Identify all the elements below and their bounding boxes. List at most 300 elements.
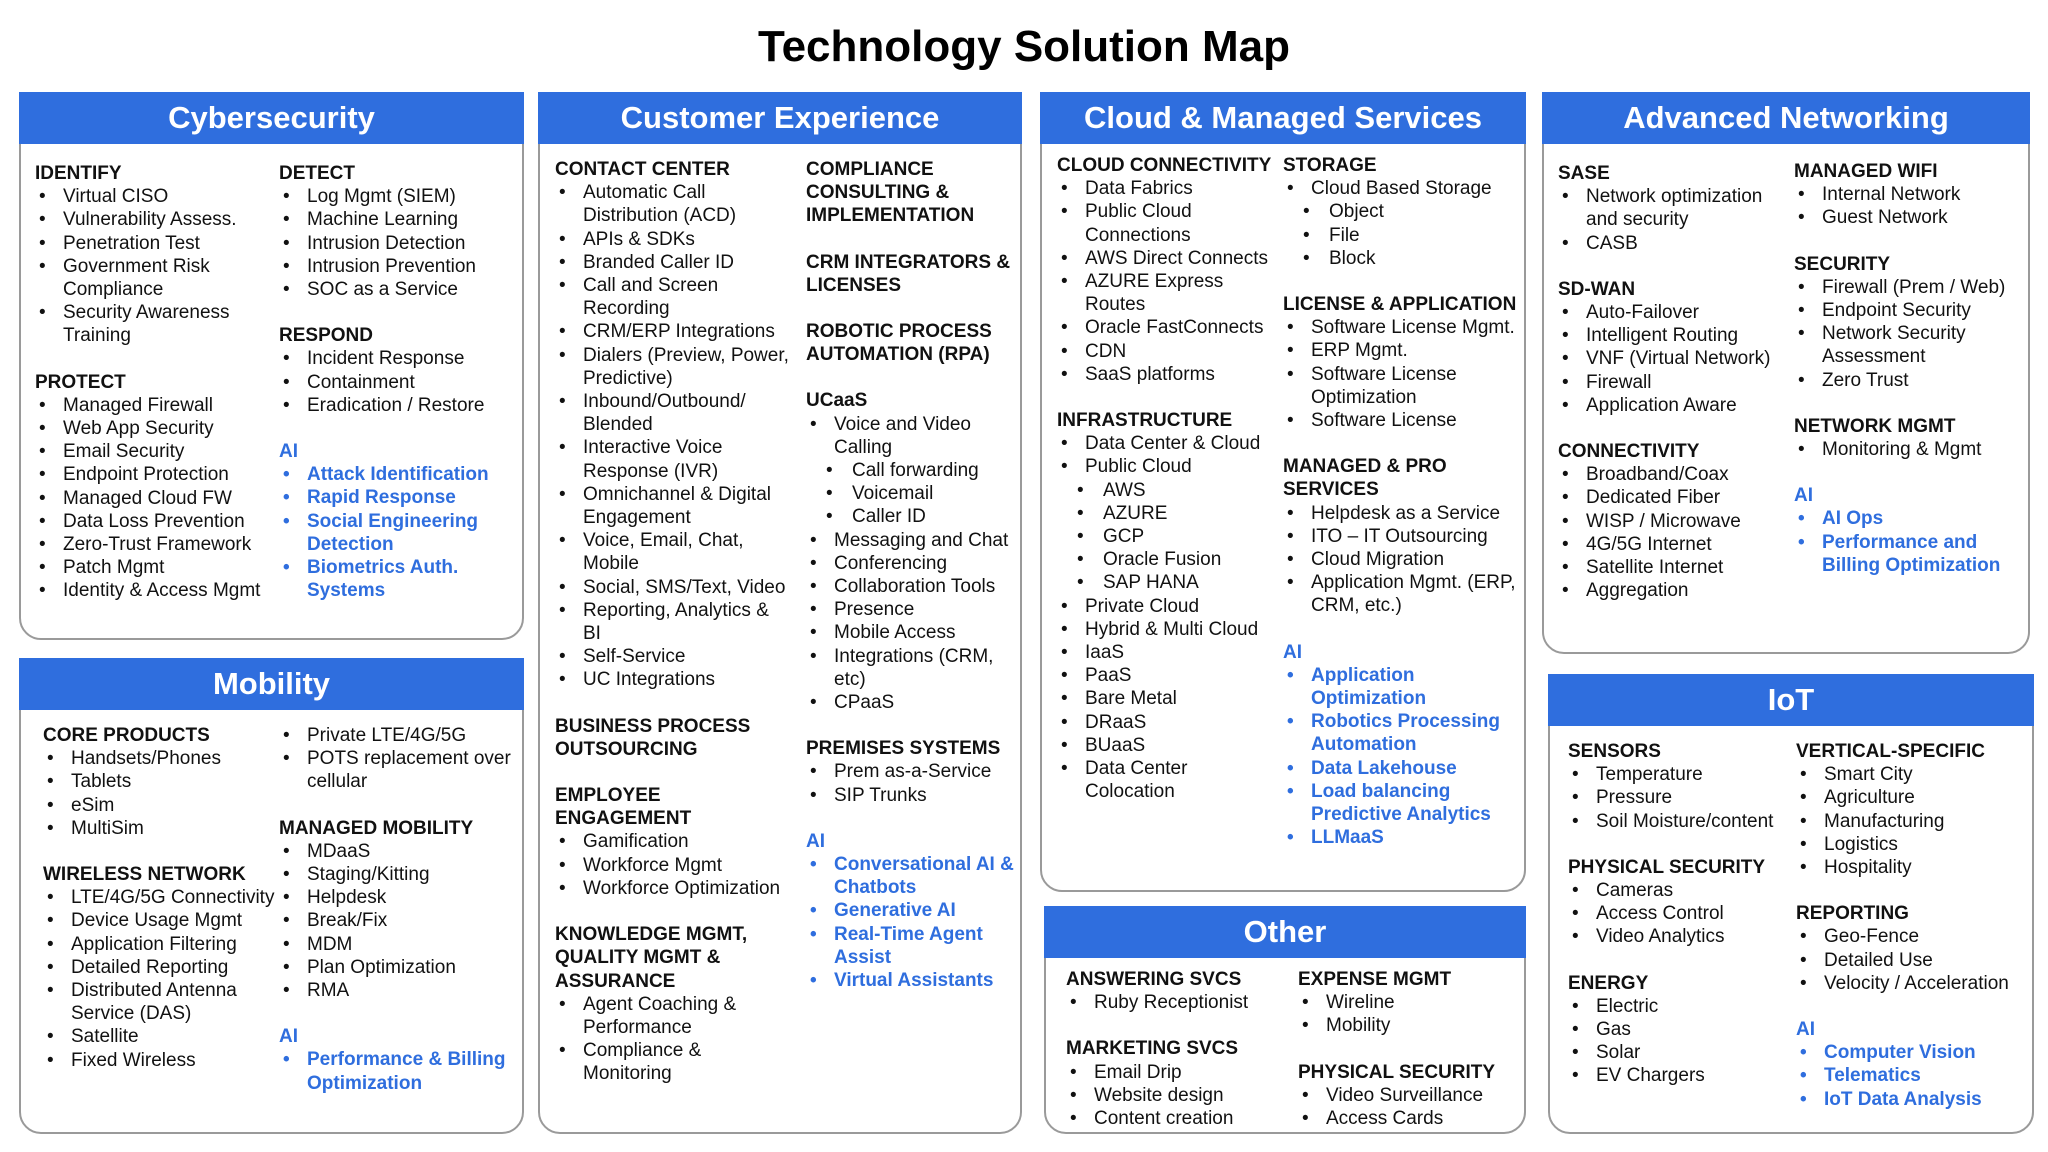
list-item-label: Load balancing xyxy=(1311,780,1451,802)
ai-list-item xyxy=(1283,757,1523,780)
panel-column xyxy=(43,724,283,1072)
section-list xyxy=(1283,664,1523,850)
section-spacer xyxy=(279,1002,519,1025)
list-item xyxy=(555,877,790,900)
ai-list-item xyxy=(279,463,519,486)
list-item xyxy=(1796,856,2030,879)
list-item xyxy=(1558,579,1788,602)
panel-column xyxy=(806,158,1018,992)
list-item xyxy=(555,390,790,436)
list-item-label: Identity & Access Mgmt xyxy=(63,580,261,602)
ai-list-item xyxy=(806,853,1018,899)
section-list xyxy=(279,347,519,417)
section-list xyxy=(555,993,790,1086)
section-heading: COMPLIANCE CONSULTING & IMPLEMENTATION xyxy=(806,159,975,227)
list-item-label: BUaaS xyxy=(1085,734,1146,756)
section-list xyxy=(1283,502,1523,618)
list-item xyxy=(1558,232,1788,255)
list-item xyxy=(1298,1014,1524,1037)
ai-list-item xyxy=(1283,826,1523,849)
list-item-label: ERP Mgmt. xyxy=(1311,340,1408,362)
list-item xyxy=(555,274,790,320)
list-item-label: Software License Mgmt. xyxy=(1311,317,1515,339)
list-item-label: Wireline xyxy=(1326,992,1395,1014)
list-item xyxy=(1558,185,1788,231)
list-item xyxy=(806,529,1018,552)
section-heading: MANAGED MOBILITY xyxy=(279,817,474,839)
list-item-label: AZURE xyxy=(1103,502,1168,524)
list-item-label: Workforce Mgmt xyxy=(583,854,723,876)
list-item xyxy=(555,645,790,668)
list-item-label: Satellite xyxy=(71,1026,139,1048)
list-item-label: Virtual Assistants xyxy=(834,970,994,992)
list-item xyxy=(35,301,275,347)
list-item xyxy=(555,599,790,645)
list-item-label: Agent Coaching & Performance xyxy=(583,993,737,1038)
list-item xyxy=(555,181,790,227)
list-item-label: Endpoint Security xyxy=(1822,300,1971,322)
section-heading: PHYSICAL SECURITY xyxy=(1298,1061,1496,1083)
list-item-label: CPaaS xyxy=(834,692,895,714)
section-heading: PREMISES SYSTEMS xyxy=(806,738,1001,760)
list-item xyxy=(1283,363,1523,409)
list-item-label: Software License xyxy=(1311,410,1457,432)
list-item-label: Oracle FastConnects xyxy=(1085,317,1264,339)
list-item xyxy=(1283,339,1523,362)
list-item-label: Application Aware xyxy=(1586,394,1737,416)
list-item-label: Rapid Response xyxy=(307,487,456,509)
list-item xyxy=(35,510,275,533)
list-item xyxy=(806,482,1018,505)
section-list xyxy=(1794,276,2028,392)
list-item xyxy=(35,394,275,417)
list-item-label: Private LTE/4G/5G xyxy=(307,725,467,746)
list-item xyxy=(279,232,519,255)
list-item-label: Access Control xyxy=(1596,903,1724,925)
section-spacer xyxy=(1558,255,1788,278)
list-item-label: Website design xyxy=(1094,1084,1224,1106)
list-item-label: Dedicated Fiber xyxy=(1586,487,1721,509)
list-item-label: Aggregation xyxy=(1586,580,1689,602)
list-item-label: Voice and Video Calling xyxy=(834,413,971,458)
list-item-label: Access Cards xyxy=(1326,1108,1444,1130)
list-item xyxy=(43,909,283,932)
panel-header: Cybersecurity xyxy=(19,92,524,144)
list-item-label: Messaging and Chat xyxy=(834,529,1009,551)
section-list xyxy=(1568,995,1790,1088)
list-item xyxy=(1057,455,1277,478)
list-item-label: Electric xyxy=(1596,995,1659,1017)
section-list xyxy=(1066,991,1288,1014)
panel-header: Other xyxy=(1044,906,1526,958)
list-item-label: Manufacturing xyxy=(1824,810,1945,832)
list-item xyxy=(1283,409,1523,432)
list-item xyxy=(279,840,519,863)
list-item xyxy=(279,747,519,793)
section-heading: CONTACT CENTER xyxy=(555,159,730,180)
list-item-label: Performance & Billing Optimization xyxy=(307,1049,506,1094)
section-list xyxy=(1568,763,1790,833)
list-item xyxy=(555,830,790,853)
list-item xyxy=(43,933,283,956)
list-item-label: Intrusion Detection xyxy=(307,232,466,254)
list-item xyxy=(806,784,1018,807)
list-item-label: Voice, Email, Chat, Mobile xyxy=(583,530,744,575)
section-heading: NETWORK MGMT xyxy=(1794,415,1956,437)
section-list xyxy=(1796,763,2030,879)
section-list xyxy=(555,181,790,691)
list-item xyxy=(1283,177,1523,200)
list-item xyxy=(279,909,519,932)
section-heading: SENSORS xyxy=(1568,741,1661,762)
list-item xyxy=(1568,879,1790,902)
list-item-label: Application Optimization xyxy=(1311,664,1427,710)
list-item-label: Managed Cloud FW xyxy=(63,487,232,509)
list-item xyxy=(1796,810,2030,833)
ai-section-heading: AI xyxy=(1794,485,1813,507)
section-heading: MANAGED & PRO SERVICES xyxy=(1283,456,1447,501)
list-item-label: Incident Response xyxy=(307,348,465,370)
list-item xyxy=(35,579,275,602)
panel-column xyxy=(279,162,519,602)
list-item xyxy=(555,483,790,529)
section-list xyxy=(1796,1041,2030,1111)
list-item-label: SaaS platforms xyxy=(1085,363,1215,385)
list-item xyxy=(279,347,519,370)
list-item-label: Virtual CISO xyxy=(63,186,169,208)
list-item xyxy=(1796,972,2030,995)
list-item xyxy=(1794,206,2028,229)
section-heading: UCaaS xyxy=(806,390,868,412)
list-item-label: VNF (Virtual Network) xyxy=(1586,348,1771,370)
list-item xyxy=(1558,486,1788,509)
ai-list-item xyxy=(1283,803,1523,826)
ai-section-heading: AI xyxy=(1796,1019,1815,1041)
list-item xyxy=(1568,1064,1790,1087)
panel-column xyxy=(1066,968,1288,1130)
list-item-label: LTE/4G/5G Connectivity xyxy=(71,887,275,909)
list-item-label: Collaboration Tools xyxy=(834,576,996,598)
panel-column xyxy=(1794,160,2028,577)
list-item xyxy=(1568,902,1790,925)
list-item-label: Patch Mgmt xyxy=(63,557,165,579)
list-item xyxy=(35,255,275,301)
section-heading: CONNECTIVITY xyxy=(1558,441,1700,463)
section-spacer xyxy=(279,301,519,324)
section-spacer xyxy=(806,714,1018,737)
ai-list-item xyxy=(806,923,1018,969)
list-item-label: Computer Vision xyxy=(1824,1042,1976,1064)
section-list xyxy=(43,747,283,840)
list-item xyxy=(1283,525,1523,548)
list-item-label: WISP / Microwave xyxy=(1586,510,1741,532)
list-item xyxy=(555,668,790,691)
list-item xyxy=(1794,299,2028,322)
list-item-label: Smart City xyxy=(1824,764,1913,786)
section-list xyxy=(806,760,1018,806)
list-item-label: Logistics xyxy=(1824,833,1898,855)
ai-section-heading: AI xyxy=(279,1026,298,1048)
section-heading: LICENSE & APPLICATION xyxy=(1283,294,1517,316)
list-item xyxy=(43,770,283,793)
list-item xyxy=(279,394,519,417)
list-item xyxy=(35,208,275,231)
list-item xyxy=(1057,618,1277,641)
list-item-label: eSim xyxy=(71,794,115,816)
list-item-label: PaaS xyxy=(1085,665,1132,687)
section-spacer xyxy=(1794,230,2028,253)
list-item-label: Fixed Wireless xyxy=(71,1049,196,1071)
list-item xyxy=(555,576,790,599)
list-item-label: Predictive Analytics xyxy=(1311,804,1491,826)
panel-column xyxy=(35,162,275,603)
ai-list-item xyxy=(1796,1088,2030,1111)
list-item-label: Mobile Access xyxy=(834,622,956,644)
list-item-label: Presence xyxy=(834,599,915,621)
list-item xyxy=(1057,571,1277,594)
list-item xyxy=(1066,991,1288,1014)
list-item xyxy=(1283,571,1523,617)
list-item xyxy=(1283,316,1523,339)
panel-column xyxy=(1568,740,1790,1088)
list-item-label: Data Center & Cloud xyxy=(1085,433,1261,455)
list-item-label: Guest Network xyxy=(1822,207,1948,229)
list-item-label: Break/Fix xyxy=(307,910,388,932)
list-item-label: Eradication / Restore xyxy=(307,394,485,416)
list-item xyxy=(35,185,275,208)
panel-header: Mobility xyxy=(19,658,524,710)
list-item xyxy=(1057,479,1277,502)
section-heading: STORAGE xyxy=(1283,155,1377,176)
list-item xyxy=(555,1039,790,1085)
list-item xyxy=(806,598,1018,621)
panel-cloud-managed-services xyxy=(1040,92,1526,892)
list-item-label: Email Drip xyxy=(1094,1061,1182,1083)
section-heading: SECURITY xyxy=(1794,253,1891,275)
list-item-label: Prem as-a-Service xyxy=(834,761,992,783)
list-item xyxy=(1283,200,1523,223)
list-item xyxy=(1057,177,1277,200)
list-item xyxy=(279,371,519,394)
list-item-label: Compliance & Monitoring xyxy=(583,1040,702,1085)
list-item xyxy=(1796,786,2030,809)
list-item xyxy=(1568,810,1790,833)
list-item-label: RMA xyxy=(307,980,350,1002)
list-item xyxy=(1794,322,2028,368)
list-item-label: Endpoint Protection xyxy=(63,464,229,486)
section-heading: MANAGED WIFI xyxy=(1794,161,1938,182)
list-item-label: MultiSim xyxy=(71,817,144,839)
section-list xyxy=(1558,463,1788,602)
list-item xyxy=(1794,183,2028,206)
list-item xyxy=(1057,340,1277,363)
list-item xyxy=(1558,301,1788,324)
section-spacer xyxy=(1283,270,1523,293)
list-item-label: CDN xyxy=(1085,340,1127,362)
list-item xyxy=(1057,270,1277,316)
list-item xyxy=(1298,1107,1524,1130)
list-item xyxy=(1568,1041,1790,1064)
list-item-label: POTS replacement over cellular xyxy=(307,748,511,793)
list-item xyxy=(806,552,1018,575)
list-item-label: Robotics Processing Automation xyxy=(1311,711,1500,756)
section-spacer xyxy=(1283,618,1523,641)
section-heading: SASE xyxy=(1558,163,1610,184)
list-item-label: CRM/ERP Integrations xyxy=(583,321,775,343)
ai-list-item xyxy=(1283,710,1523,756)
list-item-label: Cloud Based Storage xyxy=(1311,178,1492,200)
section-spacer xyxy=(555,692,790,715)
list-item xyxy=(1057,502,1277,525)
list-item xyxy=(1057,316,1277,339)
list-item-label: AWS xyxy=(1103,479,1146,501)
list-item-label: Detailed Reporting xyxy=(71,956,229,978)
section-list xyxy=(1057,432,1277,803)
section-list xyxy=(1298,1084,1524,1130)
section-heading: EXPENSE MGMT xyxy=(1298,969,1452,990)
section-heading: CRM INTEGRATORS & LICENSES xyxy=(806,251,1011,296)
list-item xyxy=(43,956,283,979)
section-spacer xyxy=(555,761,790,784)
panel-advanced-networking xyxy=(1542,92,2030,654)
list-item xyxy=(1558,556,1788,579)
list-item-label: SIP Trunks xyxy=(834,784,927,806)
panel-header: IoT xyxy=(1548,674,2034,726)
list-item xyxy=(1066,1107,1288,1130)
list-item xyxy=(43,886,283,909)
section-spacer xyxy=(1558,417,1788,440)
ai-list-item xyxy=(1796,1064,2030,1087)
list-item-label: MDaaS xyxy=(307,840,371,862)
list-item xyxy=(1057,363,1277,386)
list-item xyxy=(43,817,283,840)
panel-other xyxy=(1044,906,1526,1134)
section-list xyxy=(1794,507,2028,577)
list-item-label: Data Center Colocation xyxy=(1085,758,1188,803)
list-item xyxy=(35,440,275,463)
list-item-label: SAP HANA xyxy=(1103,572,1199,594)
section-spacer xyxy=(1794,461,2028,484)
section-heading: EMPLOYEE ENGAGEMENT xyxy=(555,785,692,830)
list-item-label: Biometrics Auth. Systems xyxy=(307,557,459,602)
list-item xyxy=(1796,949,2030,972)
list-item xyxy=(1283,548,1523,571)
section-list xyxy=(279,840,519,1002)
list-item xyxy=(555,344,790,390)
section-spacer xyxy=(43,840,283,863)
list-item-label: Gamification xyxy=(583,831,689,853)
list-item-label: Generative AI xyxy=(834,900,956,922)
section-list xyxy=(555,830,790,900)
section-heading: INFRASTRUCTURE xyxy=(1057,410,1233,432)
list-item xyxy=(1558,533,1788,556)
section-spacer xyxy=(1066,1014,1288,1037)
list-item xyxy=(1558,394,1788,417)
list-item-label: Performance and Billing Optimization xyxy=(1822,531,2001,576)
list-item-label: Staging/Kitting xyxy=(307,864,430,886)
list-item xyxy=(1568,786,1790,809)
panel-column xyxy=(1057,154,1277,803)
list-item-label: Gas xyxy=(1596,1019,1631,1041)
panel-column xyxy=(1558,162,1788,602)
section-list xyxy=(1794,438,2028,461)
list-item-label: Data Fabrics xyxy=(1085,178,1193,200)
section-list xyxy=(279,724,519,794)
list-item-label: Intelligent Routing xyxy=(1586,325,1739,347)
list-item xyxy=(43,979,283,1025)
list-item xyxy=(279,255,519,278)
list-item-label: Managed Firewall xyxy=(63,394,213,416)
list-item xyxy=(279,933,519,956)
list-item-label: Cloud Migration xyxy=(1311,549,1445,571)
list-item-label: Cameras xyxy=(1596,880,1674,902)
ai-list-item xyxy=(1794,531,2028,577)
list-item xyxy=(806,760,1018,783)
list-item xyxy=(806,459,1018,482)
list-item-label: Social, SMS/Text, Video xyxy=(583,576,786,598)
list-item-label: UC Integrations xyxy=(583,669,716,691)
section-spacer xyxy=(555,900,790,923)
section-spacer xyxy=(1568,833,1790,856)
list-item xyxy=(1568,763,1790,786)
section-list xyxy=(806,853,1018,992)
list-item xyxy=(806,691,1018,714)
section-list xyxy=(35,185,275,347)
list-item-label: 4G/5G Internet xyxy=(1586,533,1712,555)
list-item xyxy=(1796,763,2030,786)
section-heading: DETECT xyxy=(279,163,355,184)
section-list xyxy=(1794,183,2028,229)
list-item xyxy=(1568,925,1790,948)
list-item xyxy=(1057,757,1277,803)
section-spacer xyxy=(1298,1038,1524,1061)
section-heading: IDENTIFY xyxy=(35,163,122,184)
list-item xyxy=(1796,925,2030,948)
list-item xyxy=(555,436,790,482)
section-heading: ENERGY xyxy=(1568,972,1649,994)
section-heading: BUSINESS PROCESS OUTSOURCING xyxy=(555,715,751,760)
list-item xyxy=(1298,991,1524,1014)
list-item-label: Dialers (Preview, Power, Predictive) xyxy=(583,344,789,389)
list-item xyxy=(1794,438,2028,461)
list-item-label: Penetration Test xyxy=(63,232,200,254)
ai-section-heading: AI xyxy=(806,830,825,852)
list-item-label: Broadband/Coax xyxy=(1586,464,1729,486)
list-item-label: CASB xyxy=(1586,232,1638,254)
list-item-label: Network optimization and security xyxy=(1586,186,1763,231)
list-item-label: Bare Metal xyxy=(1085,688,1177,710)
list-item xyxy=(555,228,790,251)
panel-mobility xyxy=(19,658,524,1134)
panel-column xyxy=(1283,154,1523,849)
ai-list-item xyxy=(279,1048,519,1094)
list-item-label: Distributed Antenna Service (DAS) xyxy=(71,980,237,1025)
section-spacer xyxy=(806,297,1018,320)
section-heading: RESPOND xyxy=(279,325,373,347)
list-item-label: Hospitality xyxy=(1824,857,1912,879)
list-item xyxy=(1057,664,1277,687)
list-item xyxy=(1283,247,1523,270)
list-item xyxy=(1057,525,1277,548)
list-item-label: Integrations (CRM, etc) xyxy=(834,645,994,690)
list-item xyxy=(806,575,1018,598)
list-item xyxy=(279,956,519,979)
section-heading: CORE PRODUCTS xyxy=(43,725,210,746)
section-list xyxy=(1558,185,1788,255)
list-item-label: Omnichannel & Digital Engagement xyxy=(583,483,771,529)
list-item-label: IaaS xyxy=(1085,642,1125,664)
section-list xyxy=(43,886,283,1072)
